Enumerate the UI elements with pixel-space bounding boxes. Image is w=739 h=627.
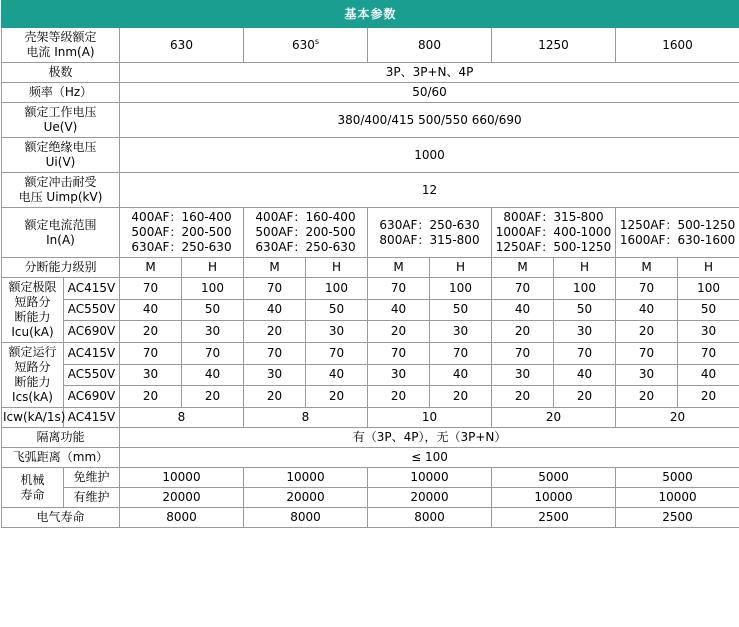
frame-value-1: 630 [120,28,244,63]
icu-550-v4: 50 [306,299,368,321]
icu-415-v8: 100 [554,278,616,300]
ui-label-line2: Ui(V) [45,155,76,169]
breaking-class-9: M [616,258,678,278]
mech-free-v3: 10000 [368,468,492,488]
ics-415-v5: 70 [368,343,430,365]
icu-415-v7: 70 [492,278,554,300]
ics-690-v2: 20 [182,386,244,408]
icu-550-v5: 40 [368,299,430,321]
range-3-line-1: 630AF：250-630 [379,217,480,232]
ics-voltage-690: AC690V [64,386,120,408]
icu-550-v9: 40 [616,299,678,321]
ics-label-line4: Ics(kA) [12,390,53,404]
icu-415-v9: 70 [616,278,678,300]
in-label-line1: 额定电流范围 [24,217,97,232]
ics-550-v9: 30 [616,364,678,386]
mech-free-v5: 5000 [616,468,739,488]
ics-690-v8: 20 [554,386,616,408]
icu-415-v3: 70 [244,278,306,300]
ics-690-v5: 20 [368,386,430,408]
uimp-label-line2: 电压 Uimp(kV) [18,190,103,204]
frame-value-2-text: 630 [291,38,315,52]
ics-label-line2: 短路分 [14,360,51,374]
icu-550-v8: 50 [554,299,616,321]
table-row-icu-550 [2,299,739,321]
range-3-line-2: 800AF：315-800 [379,232,480,247]
ics-690-v9: 20 [616,386,678,408]
frame-value-2 [244,28,368,63]
current-range-col-1 [120,208,244,258]
arc-distance-value: ≤ 100 [120,448,739,468]
icu-550-v1: 40 [120,299,182,321]
table-row-ue [2,103,739,138]
ics-label [2,343,64,408]
icu-label [2,278,64,343]
current-range-col-5 [616,208,739,258]
breaking-class-7: M [492,258,554,278]
range-5-line-1: 1250AF：500-1250 [619,217,736,232]
ics-voltage-415: AC415V [64,343,120,365]
icu-690-v8: 30 [554,321,616,343]
icu-690-v2: 30 [182,321,244,343]
table-row-ui [2,138,739,173]
range-1-line-2: 500AF：200-500 [131,225,232,239]
icu-415-v5: 70 [368,278,430,300]
table-row-title [2,1,739,28]
table-row-frequency [2,83,739,103]
elec-v1: 8000 [120,508,244,528]
icu-415-v4: 100 [306,278,368,300]
icu-690-v6: 30 [430,321,492,343]
breaking-class-6: H [430,258,492,278]
icu-voltage-550: AC550V [64,299,120,321]
ics-690-v1: 20 [120,386,182,408]
isolation-function-label: 隔离功能 [2,428,120,448]
icu-690-v10: 30 [678,321,739,343]
ics-550-v7: 30 [492,364,554,386]
elec-v5: 2500 [616,508,739,528]
ics-690-v10: 20 [678,386,739,408]
rated-impulse-voltage-value: 12 [120,173,739,208]
icu-550-v2: 50 [182,299,244,321]
frame-value-2-sup: s [314,37,320,46]
breaking-class-8: H [554,258,616,278]
arc-distance-label: 飞弧距离（mm） [2,448,120,468]
maintenance-free-label: 免维护 [64,468,120,488]
rated-impulse-voltage-label [2,173,120,208]
table-row-ics-415 [2,343,739,365]
range-1-line-3: 630AF：250-630 [131,240,232,254]
current-range-label [2,208,120,258]
icu-415-v6: 100 [430,278,492,300]
ics-550-v5: 30 [368,364,430,386]
icu-label-line3: 断能力 [14,310,51,324]
elec-v3: 8000 [368,508,492,528]
ics-415-v3: 70 [244,343,306,365]
icu-550-v3: 40 [244,299,306,321]
table-row-ics-690 [2,386,739,408]
breaking-class-1: M [120,258,182,278]
icw-value-2: 8 [244,408,368,428]
icw-label: Icw(kA/1s) [2,408,64,428]
with-maintenance-label: 有维护 [64,488,120,508]
icw-value-4: 20 [492,408,616,428]
ics-label-line3: 断能力 [14,375,51,389]
ics-415-v2: 70 [182,343,244,365]
frame-value-5: 1600 [616,28,739,63]
breaking-class-4: H [306,258,368,278]
ics-415-v6: 70 [430,343,492,365]
current-range-col-2 [244,208,368,258]
frame-current-label-line2: 电流 Inm(A) [26,45,95,59]
icu-415-v10: 100 [678,278,739,300]
table-row-electrical-life [2,508,739,528]
range-1-line-1: 400AF：160-400 [131,210,232,224]
mech-free-v4: 5000 [492,468,616,488]
table-row-uimp [2,173,739,208]
elec-v2: 8000 [244,508,368,528]
ics-550-v3: 30 [244,364,306,386]
spec-table [1,0,739,528]
ics-690-v3: 20 [244,386,306,408]
icu-415-v1: 70 [120,278,182,300]
ics-550-v8: 40 [554,364,616,386]
elec-v4: 2500 [492,508,616,528]
ics-690-v7: 20 [492,386,554,408]
icu-label-line2: 短路分 [14,295,51,309]
rated-working-voltage-label [2,103,120,138]
mech-label-line2: 寿命 [20,487,45,502]
table-title: 基本参数 [2,1,739,28]
ics-550-v10: 40 [678,364,739,386]
rated-insulation-voltage-label [2,138,120,173]
table-row-ics-550 [2,364,739,386]
table-row-current-range [2,208,739,258]
ics-550-v2: 40 [182,364,244,386]
icu-690-v1: 20 [120,321,182,343]
mech-maint-v2: 20000 [244,488,368,508]
breaking-class-2: H [182,258,244,278]
ics-label-line1: 额定运行 [8,345,57,359]
poles-value: 3P、3P+N、4P [120,63,739,83]
mech-label-line1: 机械 [20,472,45,487]
ue-label-line1: 额定工作电压 [24,105,97,119]
icw-voltage: AC415V [64,408,120,428]
icw-value-3: 10 [368,408,492,428]
frame-value-4: 1250 [492,28,616,63]
table-row-icw [2,408,739,428]
ue-label-line2: Ue(V) [43,120,78,134]
mech-free-v2: 10000 [244,468,368,488]
ics-690-v4: 20 [306,386,368,408]
frame-current-label [2,28,120,63]
current-range-col-3 [368,208,492,258]
mech-free-v1: 10000 [120,468,244,488]
table-row-mech-life-maint [2,488,739,508]
range-4-line-1: 800AF：315-800 [503,210,604,224]
ics-550-v1: 30 [120,364,182,386]
table-row-poles [2,63,739,83]
icu-690-v4: 30 [306,321,368,343]
table-row-icu-415 [2,278,739,300]
icu-voltage-690: AC690V [64,321,120,343]
icw-value-5: 20 [616,408,739,428]
ics-550-v4: 40 [306,364,368,386]
range-2-line-1: 400AF：160-400 [255,210,356,224]
isolation-function-value: 有（3P、4P），无（3P+N） [120,428,739,448]
electrical-life-label: 电气寿命 [2,508,120,528]
table-row-arc-distance [2,448,739,468]
frequency-label: 频率（Hz） [2,83,120,103]
table-row-icu-690 [2,321,739,343]
uimp-label-line1: 额定冲击耐受 [24,175,97,189]
icu-550-v10: 50 [678,299,739,321]
frequency-value: 50/60 [120,83,739,103]
ics-415-v4: 70 [306,343,368,365]
icu-550-v6: 50 [430,299,492,321]
mechanical-life-label [2,468,64,508]
ics-690-v6: 20 [430,386,492,408]
table-row-frame [2,28,739,63]
icu-690-v9: 20 [616,321,678,343]
icu-label-line4: Icu(kA) [11,325,54,339]
breaking-class-3: M [244,258,306,278]
ui-label-line1: 额定绝缘电压 [24,140,97,154]
icu-690-v5: 20 [368,321,430,343]
ics-415-v8: 70 [554,343,616,365]
table-row-isolation [2,428,739,448]
icu-voltage-415: AC415V [64,278,120,300]
frame-current-label-line1: 壳架等级额定 [24,30,97,44]
breaking-class-5: M [368,258,430,278]
range-2-line-3: 630AF：250-630 [255,240,356,254]
icu-550-v7: 40 [492,299,554,321]
in-label-line2: In(A) [46,232,75,247]
icw-value-1: 8 [120,408,244,428]
range-5-line-2: 1600AF：630-1600 [619,232,736,247]
icu-690-v3: 20 [244,321,306,343]
icu-690-v7: 20 [492,321,554,343]
mech-maint-v5: 10000 [616,488,739,508]
ics-415-v7: 70 [492,343,554,365]
range-4-line-2: 1000AF：400-1000 [495,225,612,239]
current-range-col-4 [492,208,616,258]
table-row-breaking-class [2,258,739,278]
breaking-capacity-class-label: 分断能力级别 [2,258,120,278]
mech-maint-v4: 10000 [492,488,616,508]
ics-550-v6: 40 [430,364,492,386]
icu-415-v2: 100 [182,278,244,300]
frame-value-3: 800 [368,28,492,63]
poles-label: 极数 [2,63,120,83]
range-4-line-3: 1250AF：500-1250 [495,240,612,254]
icu-label-line1: 额定极限 [8,280,57,294]
rated-working-voltage-value: 380/400/415 500/550 660/690 [120,103,739,138]
table-row-mech-life-free [2,468,739,488]
ics-415-v1: 70 [120,343,182,365]
range-2-line-2: 500AF：200-500 [255,225,356,239]
ics-415-v9: 70 [616,343,678,365]
ics-415-v10: 70 [678,343,739,365]
mech-maint-v3: 20000 [368,488,492,508]
breaking-class-10: H [678,258,739,278]
ics-voltage-550: AC550V [64,364,120,386]
mech-maint-v1: 20000 [120,488,244,508]
rated-insulation-voltage-value: 1000 [120,138,739,173]
